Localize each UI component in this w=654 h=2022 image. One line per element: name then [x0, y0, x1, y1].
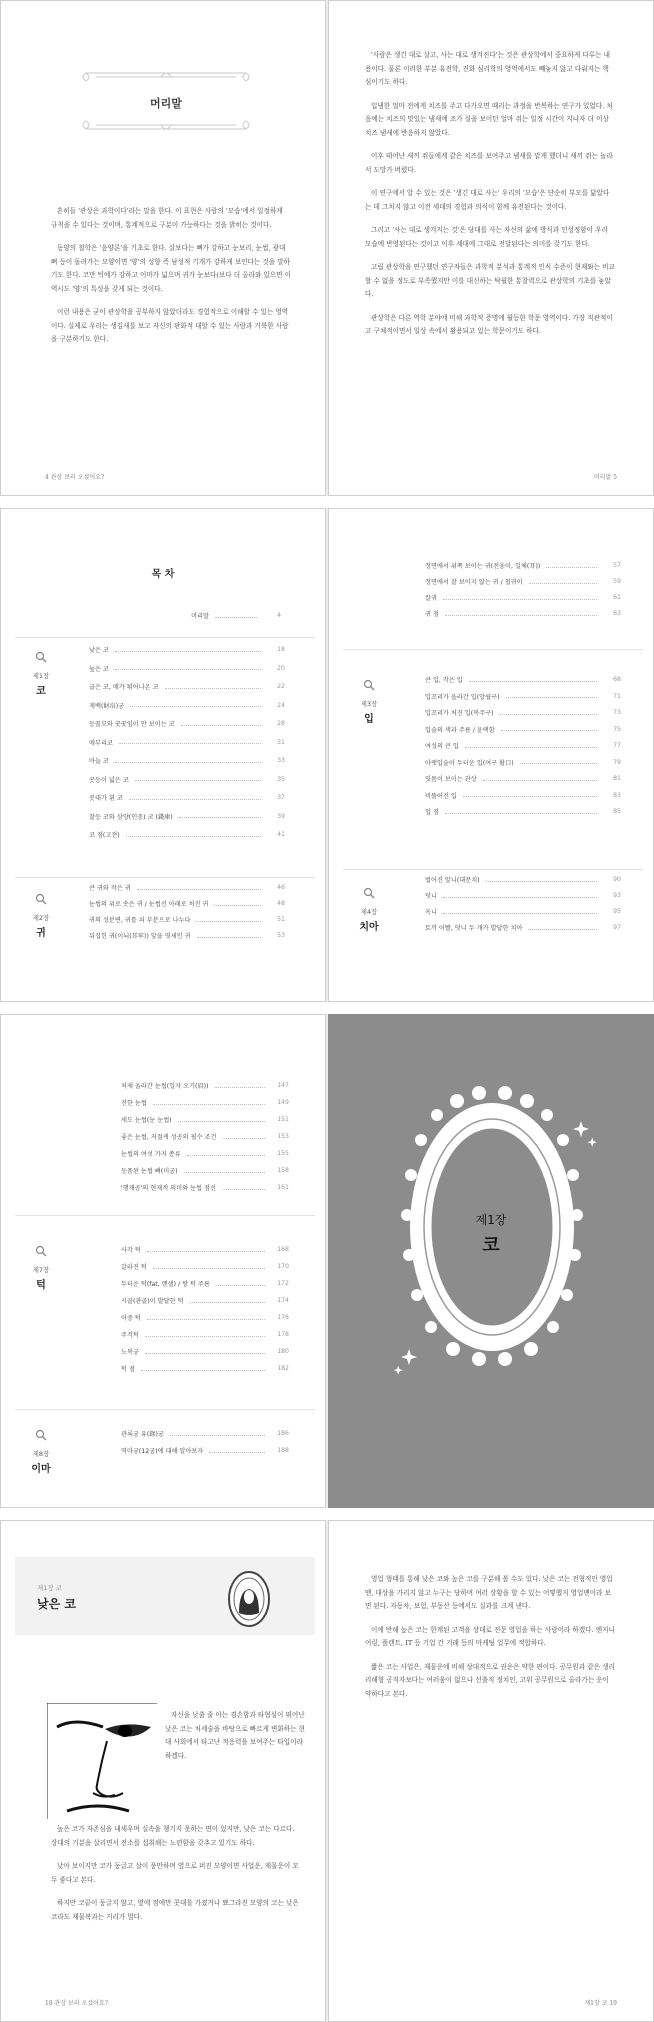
page-section-right — [328, 1520, 654, 2022]
dot-leader — [115, 759, 261, 763]
toc-label: 칼귀 — [425, 595, 437, 602]
dot-leader — [137, 886, 261, 890]
toc-label: 재백(財帛)궁 — [89, 702, 125, 710]
chapter-name: 코 — [36, 686, 46, 697]
toc-label: 사각 턱 — [121, 1247, 141, 1254]
dot-leader — [178, 1118, 265, 1122]
toc-page: 33 — [277, 757, 285, 764]
toc-page: 182 — [277, 1365, 289, 1372]
chapter-name: 이마 — [31, 1464, 51, 1475]
toc-label: 눈썹의 여섯 가지 종류 — [121, 1151, 181, 1158]
toc-page: 39 — [277, 812, 285, 820]
toc-row[interactable] — [425, 907, 621, 916]
paragraph: 하지만 코끝이 둥글지 않고, 옆에 점에만 콧대를 가졌거나 뾰그라진 모양의 코는 낮은 코라도 재물복과는 거리가 멀다. — [51, 1899, 299, 1921]
toc-page: 41 — [277, 831, 285, 838]
search-icon — [363, 887, 375, 899]
toc-page: 188 — [277, 1447, 289, 1454]
toc-label: 귀의 성분변, 귀를 쇠 부분으로 나누다 — [89, 917, 191, 924]
dot-leader — [486, 878, 597, 882]
preface-body-left — [51, 205, 291, 357]
chapter-number: 제2장 — [32, 914, 50, 922]
toc-label: 두터운 턱(fat, 렌셀) / 쌍 턱 주름 — [121, 1281, 210, 1288]
toc-page: 93 — [613, 892, 621, 899]
toc-row[interactable] — [121, 1296, 289, 1305]
toc-page: 168 — [277, 1246, 289, 1253]
chapter-number: 제4장 — [360, 908, 378, 916]
paragraph: 입냄한 얼마 전에게 치즈를 주고 다가오면 때리는 과정을 반복하는 연구가 있었다. 처음에는 치즈의 맛있는 냄새에 조가 실을 보이던 얼마 쥐는 일정 시간이 지나자 더 이상 치즈 냄새에 반응하지 않았다. — [365, 101, 613, 137]
toc-label: 찰등 코와 삼양(인중) 코 (錢庫) — [89, 813, 173, 821]
toc-page: 77 — [613, 742, 621, 749]
toc-row[interactable] — [121, 1330, 289, 1339]
dot-leader — [445, 612, 597, 616]
toc-label: 등꼴모와 꿋꿋임이 안 보이는 코 — [89, 721, 175, 728]
toc-row[interactable] — [121, 1081, 289, 1090]
toc-page: 51 — [277, 916, 285, 923]
toc-row[interactable] — [121, 1313, 289, 1322]
toc-label: 입꼬리가 처진 입(복주구) — [425, 710, 494, 717]
paragraph: 고립 관상학을 연구했던 연구자들은 과학적 분석과 통계적 인식 수준이 현재와는 비교할 수 없을 정도로 부족했지만 이를 대신하는 탁월한 통찰력으로 관상학의 기초를 놓았다. — [365, 263, 615, 298]
toc-row[interactable] — [425, 692, 621, 701]
toc-page: 176 — [277, 1314, 289, 1321]
divider — [343, 649, 643, 650]
dot-leader — [215, 614, 257, 618]
toc-row[interactable] — [425, 593, 621, 602]
dot-leader — [135, 777, 261, 781]
toc-page: 57 — [613, 562, 621, 569]
toc-row[interactable] — [425, 791, 621, 800]
dot-leader — [115, 666, 261, 670]
dot-leader — [546, 564, 597, 568]
toc-row[interactable] — [89, 645, 285, 654]
dot-leader — [184, 1169, 265, 1173]
toc-label: 노복궁 — [121, 1349, 139, 1356]
section-body-right — [365, 1573, 615, 1711]
toc-row[interactable] — [89, 738, 285, 747]
chapter-number: 제8장 — [32, 1450, 50, 1458]
toc-page: 170 — [277, 1263, 289, 1270]
toc-row[interactable] — [121, 1098, 289, 1107]
toc-label: 비뚤어진 입 — [425, 792, 457, 800]
chapter-small-label: 제1장 코 — [37, 1584, 63, 1592]
toc-page: 186 — [277, 1430, 289, 1437]
toc-row[interactable] — [425, 725, 621, 734]
toc-label: 큰 입, 작은 입 — [425, 677, 463, 684]
toc-page: 31 — [277, 738, 285, 746]
dot-leader — [214, 902, 261, 906]
dot-leader — [506, 694, 597, 698]
dot-leader — [115, 648, 261, 652]
paragraph: 동양의 철학은 '음양론'을 기초로 한다. 살보다는 뼈가 강하고 눈보리, 눈썹, 광대뼈 등이 돌려가는 모양이면 '양'의 성향 즉 남성적 기개가 강하게 보인다는 것을 말하기도 한다. 코만 턱에가 강하고 이마가 넓으며 귀가 눈보다(보다 더 올라와 있으면 이 역시도 '양'의 특성을 갖게 되는 것이다. — [51, 244, 292, 293]
toc-page: 81 — [613, 775, 621, 782]
toc-label: 굽은 코, 매가 튀어나온 코 — [89, 684, 159, 691]
dot-leader — [196, 918, 261, 922]
toc-row[interactable] — [121, 1149, 289, 1158]
divider — [15, 637, 315, 638]
page-toc-left — [0, 508, 326, 1002]
page-footer: 제1장 코 19 — [584, 2000, 617, 2007]
toc-label: 여성의 큰 입 — [425, 743, 459, 750]
toc-row[interactable] — [425, 577, 621, 586]
paragraph: 낮아 보이지만 코가 둥글고 살이 풍만하며 옆으로 퍼진 모양이면 사업운, 재물운이 모두 좋다고 본다. — [51, 1862, 299, 1884]
divider — [15, 1215, 315, 1216]
dot-leader — [179, 814, 261, 818]
toc-row[interactable] — [89, 756, 285, 765]
toc-row[interactable] — [121, 1115, 289, 1124]
toc-page: 59 — [613, 578, 621, 585]
toc-row[interactable] — [89, 812, 285, 821]
toc-page: 155 — [277, 1150, 289, 1157]
toc-label: 입꼬리가 올라간 입(앙월구) — [425, 693, 500, 701]
toc-label: 높은 코 — [89, 665, 109, 673]
chapter-name: 턱 — [36, 1280, 46, 1291]
paragraph: 관상학은 다른 역학 분야에 비해 과학적 증명에 월등한 학문 영역이다. 가장 직관적이고 구체적이면서 일상 속에서 활용되고 있는 학문이기도 하다. — [365, 313, 613, 335]
title-ornament — [76, 67, 256, 139]
paragraph: 그리고 '사는 대로 생겨지는 것'은 당대를 사는 자신의 삶에 방식과 인성정함이 우리 모습에 반영된다는 것이고 이후 세대에 그대로 전달된다는 의미를 갖기도 한다. — [365, 226, 608, 248]
toc-row[interactable] — [89, 793, 285, 802]
dot-leader — [209, 1449, 265, 1453]
toc-page: 35 — [277, 775, 285, 783]
chapter-cover-name: 코 — [482, 1235, 500, 1256]
toc-page: 68 — [613, 676, 621, 683]
toc-page: 83 — [613, 791, 621, 799]
toc-label: 입 점 — [425, 809, 439, 816]
dot-leader — [463, 793, 597, 797]
toc-label: 귀 점 — [425, 611, 439, 618]
toc-row[interactable] — [121, 1446, 289, 1455]
dot-leader — [153, 1265, 265, 1269]
toc-label: 역마궁(12궁)에 대해 알아보자 — [121, 1448, 204, 1455]
toc-label: 덧니 — [425, 893, 437, 900]
toc-label: 콧대가 휜 코 — [89, 795, 123, 802]
toc-page: 90 — [613, 876, 621, 883]
chapter-number: 제3장 — [360, 700, 378, 708]
toc-page: 63 — [613, 610, 621, 617]
toc-row[interactable] — [89, 701, 285, 710]
toc-page: 149 — [277, 1099, 289, 1106]
toc-label: 벌어진 앞니(대문치) — [425, 877, 480, 884]
search-icon — [35, 893, 47, 905]
page-chapter-cover — [328, 1014, 654, 1508]
toc-page: 85 — [613, 808, 621, 815]
dot-leader — [529, 580, 597, 584]
paragraph: 이 연구에서 알 수 있는 것은 '생긴 대로 사는' 우리의 '모습'은 단순히 부모를 닮았다는 데 그치지 않고 이전 세대의 경험과 의식이 함께 유전된다는 것이다. — [365, 189, 610, 211]
paragraph: 이런 내용은 굳이 관상학을 공부하지 않았더라도 경험적으로 이해할 수 있는 영역이다. 실제로 우리는 생김새를 보고 자신의 판화적 대할 수 있는 사람과 거북한 사람을 구분하기도 한다. — [51, 308, 289, 343]
dot-leader — [145, 1350, 265, 1354]
toc-label: 진한 눈썹 — [121, 1100, 147, 1107]
dot-leader — [500, 711, 597, 715]
dot-leader — [170, 1432, 265, 1436]
dot-leader — [528, 926, 597, 930]
toc-label: 시골(관골)이 발달한 턱 — [121, 1298, 184, 1305]
toc-label: 코 점(고젼) — [89, 832, 120, 839]
toc-label: 머리말 — [191, 613, 209, 620]
toc-page: 28 — [277, 720, 285, 727]
dot-leader — [443, 596, 597, 600]
page-section-left — [0, 1520, 326, 2022]
chapter-cover-number: 제1장 — [475, 1213, 507, 1227]
dot-leader — [520, 760, 597, 764]
toc-row[interactable] — [425, 758, 621, 767]
dot-leader — [181, 722, 261, 726]
paragraph: 흔히들 '관상은 과학이다'라는 말을 한다. 이 표현은 사람의 '모습'에서 일정하게 규칙을 수 있다는 것이며, 통계적으로 구분이 가능하다는 것을 밝히는 것이다. — [51, 207, 283, 229]
toc-label: 등품된 눈썹 뼈(미궁) — [121, 1168, 178, 1175]
search-icon — [363, 679, 375, 691]
toc-page: 79 — [613, 758, 621, 766]
toc-row[interactable] — [425, 741, 621, 750]
toc-row[interactable] — [121, 1132, 289, 1141]
page-preface-left — [0, 0, 326, 496]
toc-row[interactable] — [121, 1279, 289, 1288]
toc-page: 178 — [277, 1331, 289, 1338]
page-footer: 4 관상 보러 오셨어요? — [45, 474, 105, 481]
spread-toc-cover — [0, 1014, 654, 1508]
paragraph: 높은 코가 자존심을 내세우며 실속을 챙기지 못하는 면이 있지만, 낮은 코는 다르다. 상대의 기분을 살리면서 잔소를 섭취해는 노련함을 갖추고 있기도 하다. — [51, 1825, 295, 1847]
toc-label: 토끼 이빨, 덧니 두 개가 발달한 치아 — [425, 925, 523, 932]
spread-preface — [0, 0, 654, 496]
dot-leader — [501, 727, 597, 731]
chapter-name: 귀 — [36, 928, 46, 939]
toc-row[interactable] — [425, 774, 621, 783]
divider — [15, 877, 315, 878]
toc-row[interactable] — [425, 675, 621, 684]
search-icon — [35, 1245, 47, 1257]
toc-label: 새도 눈썹(눈 눈썹) — [121, 1117, 172, 1124]
toc-page: 153 — [277, 1133, 289, 1140]
toc-page: 73 — [613, 709, 621, 716]
toc-page: 147 — [277, 1082, 289, 1089]
toc-label: 매부리코 — [89, 739, 113, 747]
toc-label: 갈라진 턱 — [121, 1264, 147, 1271]
divider — [343, 869, 643, 870]
toc-label: 마늘 코 — [89, 758, 109, 765]
paragraph: 이에 반해 높은 코는 한계된 고객을 상대로 전문 영업을 하는 사람이라 하겠다. 엔지니어링, 플랜트, IT 등 기업 간 거래 등의 마케팅 업무에 적합하다. — [365, 1625, 615, 1647]
toc-row[interactable] — [89, 719, 285, 728]
toc-row[interactable] — [121, 1166, 289, 1175]
dot-leader — [147, 1316, 265, 1320]
toc-row[interactable] — [89, 830, 285, 839]
toc-page: 4 — [277, 612, 281, 619]
search-icon — [35, 651, 47, 663]
chapter-label-3 — [329, 669, 409, 725]
toc-row[interactable] — [89, 775, 285, 784]
toc-label: 옥니 — [425, 909, 437, 916]
toc-page: 24 — [277, 701, 285, 709]
dot-leader — [222, 1135, 265, 1139]
paragraph: 자신을 낮출 줄 아는 겸손함과 타협심이 뛰어난 낮은 코는 처세술을 바탕으로 빠르게 변화하는 현대 사회에서 타고난 적응력을 보여주는 타입이라 하겠다. — [165, 1711, 305, 1760]
dot-leader — [153, 1101, 265, 1105]
toc-page: 61 — [613, 594, 621, 601]
dot-leader — [443, 894, 597, 898]
ornate-mirror-frame-icon — [329, 1015, 654, 1508]
section-body-left — [51, 1823, 301, 1934]
toc-page: 48 — [277, 900, 285, 907]
toc-row[interactable] — [89, 915, 285, 924]
spread-section-low-nose — [0, 1520, 654, 2022]
dot-leader — [216, 1282, 265, 1286]
page-toc-cont — [0, 1014, 326, 1508]
paragraph: 짧은 코는 사업은, 재물운에 비해 상대적으로 권운은 약한 편이다. 공무원과 같은 생리리해형 공직자보다는 여러움이 없으나 선출직 정치인, 고위 공무원으로 올라가는 운이 약하다고 본다. — [365, 1662, 615, 1698]
toc-label: 아랫입술이 두터운 입(여구 활口) — [425, 759, 514, 767]
page-footer: 머리말 5 — [593, 474, 617, 481]
toc-label: 큰 귀와 작은 귀 — [89, 885, 131, 892]
toc-label: 턱 점 — [121, 1366, 135, 1373]
paragraph: '사람은 생긴 대로 살고, 사는 대로 생겨진다'는 것은 관상학에서 중요하게 다루는 내용이다. 물론 이러한 부분 유전학, 진화 심리학의 영역에서도 빼놓지 않고 다뤄지는 핵심이기도 하다. — [365, 51, 610, 86]
toc-row[interactable] — [89, 883, 285, 892]
toc-page: 180 — [277, 1348, 289, 1355]
toc-row[interactable] — [425, 708, 621, 717]
dot-leader — [222, 1186, 265, 1190]
toc-page: 95 — [613, 908, 621, 915]
chapter-name: 치아 — [359, 922, 379, 933]
toc-page: 18 — [277, 646, 285, 653]
dot-leader — [215, 1084, 266, 1088]
toc-page: 75 — [613, 725, 621, 733]
toc-label: 눈썹의 위로 솟은 귀 / 눈썹선 아래로 처진 귀 — [89, 901, 209, 908]
toc-page: 161 — [277, 1184, 289, 1191]
toc-row[interactable] — [121, 1245, 289, 1254]
spread-toc — [0, 508, 654, 1002]
chapter-label-4 — [329, 877, 409, 933]
page-footer: 18 관상 보러 오셨어요? — [45, 2000, 108, 2007]
toc-row[interactable] — [121, 1364, 289, 1373]
dot-leader — [445, 810, 597, 814]
toc-row[interactable] — [121, 1429, 289, 1438]
paragraph: 이후 태어난 새끼 쥐들에게 같은 치즈를 보여주고 냄새를 맡게 했더니 새끼 쥐는 놀라서 도망가 버렸다. — [365, 152, 613, 174]
dot-leader — [119, 740, 261, 744]
dot-leader — [465, 744, 597, 748]
dot-leader — [129, 796, 261, 800]
toc-row[interactable] — [425, 891, 621, 900]
toc-label: 이중 턱 — [121, 1315, 141, 1322]
toc-title: 목 차 — [151, 569, 175, 580]
toc-page: 158 — [277, 1167, 289, 1174]
chapter-number: 제1장 — [32, 672, 50, 680]
toc-page: 53 — [277, 932, 285, 939]
divider — [15, 1409, 315, 1410]
toc-row[interactable] — [121, 1183, 289, 1192]
toc-row[interactable] — [121, 1262, 289, 1271]
preface-title: 머리말 — [150, 97, 182, 110]
paragraph: 영업 형태를 통해 낮은 코와 높은 코를 구분해 볼 수도 있다. 낮은 코는 전형적인 영업맨, 대상을 가리지 않고 누구는 당하며 여러 상황을 할 수 있는 어떻했지 영업맨이라 보면 된다. 자동차, 보험, 부동산 등에서도 실과를 크게 낸다. — [365, 1575, 613, 1610]
toc-label: '행재공'의 현재적 의미와 눈썹 점선 — [121, 1185, 216, 1192]
dot-leader — [165, 685, 261, 689]
toc-row[interactable] — [425, 561, 621, 570]
toc-page: 71 — [613, 692, 621, 700]
page-preface-right — [328, 0, 654, 496]
toc-page: 20 — [277, 664, 285, 672]
toc-row[interactable] — [89, 931, 285, 940]
dot-leader — [141, 1367, 265, 1371]
dot-leader — [483, 777, 597, 781]
dot-leader — [469, 678, 597, 682]
toc-label: 좋은 눈썹, 저절게 성공의 필수 조건 — [121, 1134, 217, 1141]
dot-leader — [130, 703, 261, 707]
toc-row[interactable] — [425, 609, 621, 618]
section-body-left-wrap — [165, 1709, 305, 1773]
search-icon — [35, 1429, 47, 1441]
dot-leader — [145, 1333, 265, 1337]
dot-leader — [190, 1299, 265, 1303]
toc-row[interactable] — [89, 664, 285, 673]
toc-label: 뒤집힌 귀(이뇌(耳牢)) 앞을 엿세인 귀 — [89, 933, 191, 940]
toc-row[interactable] — [425, 875, 621, 884]
chapter-label-8 — [1, 1419, 81, 1475]
toc-row[interactable] — [89, 899, 285, 908]
chapter-label-7 — [1, 1235, 81, 1291]
toc-row[interactable] — [121, 1347, 289, 1356]
toc-label: 관록궁 유(錄)궁 — [121, 1431, 164, 1438]
section-title: 낮은 코 — [37, 1597, 76, 1611]
toc-label: 잇몸이 보이는 관상 — [425, 776, 477, 783]
nose-illustration-icon — [47, 1703, 157, 1819]
toc-page: 46 — [277, 884, 285, 891]
toc-label: 입술의 색과 주름 / 윤택함 — [425, 726, 495, 734]
toc-page: 22 — [277, 683, 285, 690]
dot-leader — [187, 1152, 265, 1156]
chapter-name: 입 — [364, 714, 374, 725]
page-toc-right — [328, 508, 654, 1002]
toc-label: 주걱턱 — [121, 1332, 139, 1339]
toc-label: 낮은 코 — [89, 647, 109, 654]
toc-row[interactable] — [89, 682, 285, 691]
toc-row[interactable] — [425, 923, 621, 932]
toc-page: 172 — [277, 1280, 289, 1287]
dot-leader — [197, 934, 261, 938]
dot-leader — [126, 833, 261, 837]
toc-page: 151 — [277, 1116, 289, 1123]
toc-label: 처제 올라간 눈썹(일자 오기(眉)) — [121, 1083, 209, 1090]
toc-label: 정면에서 잘 보이지 않는 귀 / 첩귀이 — [425, 579, 523, 586]
toc-page: 37 — [277, 794, 285, 801]
dot-leader — [443, 910, 597, 914]
chapter-label-1 — [1, 641, 81, 697]
toc-page: 174 — [277, 1297, 289, 1304]
toc-row[interactable] — [425, 807, 621, 816]
cameo-portrait-icon — [227, 1569, 271, 1629]
toc-page: 97 — [613, 924, 621, 931]
toc-row-preface[interactable] — [191, 611, 281, 620]
chapter-label-2 — [1, 883, 81, 939]
toc-label: 콧등이 넓은 코 — [89, 776, 129, 784]
chapter-number: 제7장 — [32, 1266, 50, 1274]
preface-body-right — [365, 49, 615, 349]
toc-label: 정면에서 위쪽 보이는 귀(전웅이, 일체(耳)) — [425, 563, 541, 570]
dot-leader — [147, 1248, 265, 1252]
